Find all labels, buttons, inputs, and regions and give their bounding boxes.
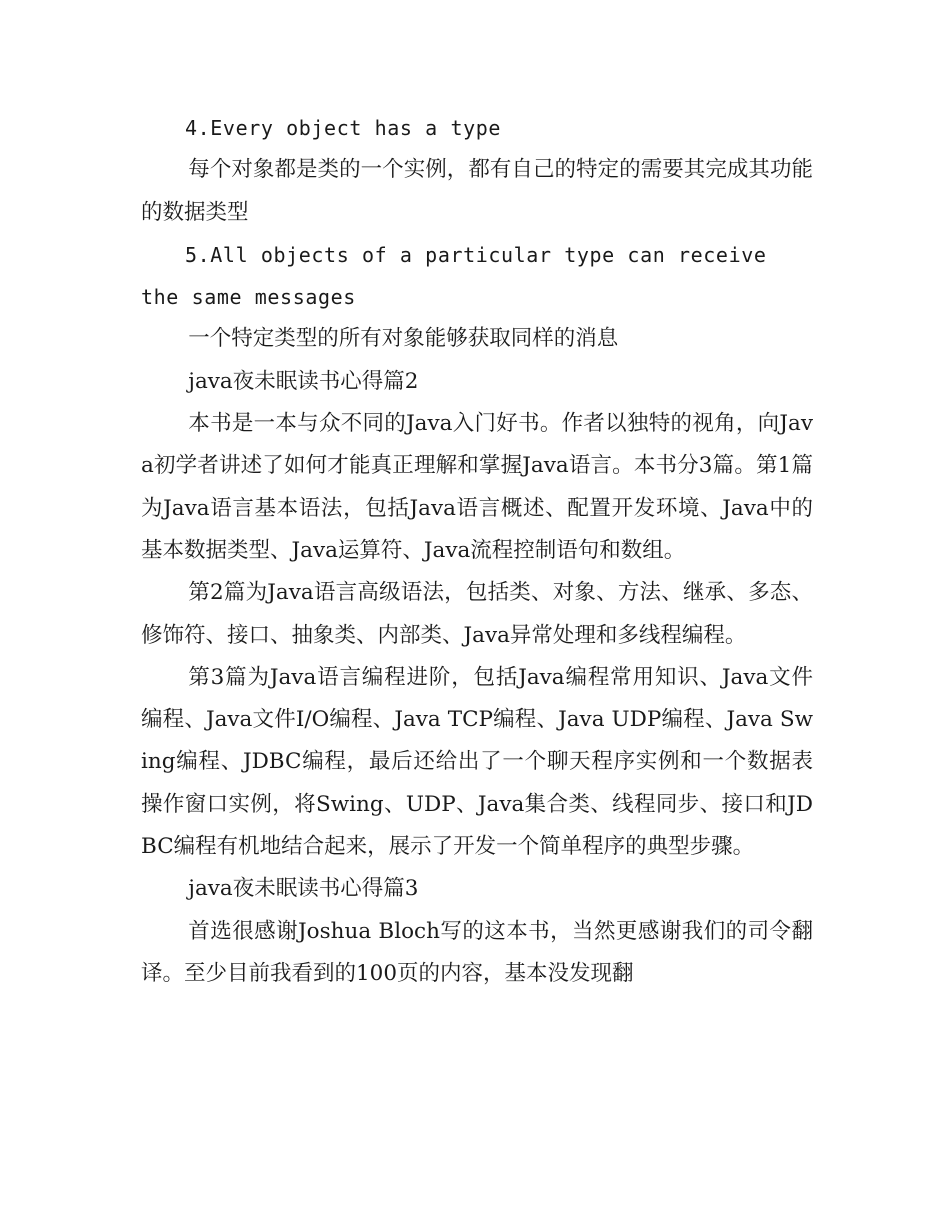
paragraph-en-5: 5.All objects of a particular type can receive the same messages [141,242,767,310]
paragraph-body-2c: 第3篇为Java语言编程进阶，包括Java编程常用知识、Java文件编程、Java文件I/O编程、Java TCP编程、Java UDP编程、Java Swing编程、JDBC编程，最后还给出了一个聊天程序实例和一个数据表操作窗口实例，将Swing、UDP、Java集合类、线程同步、接口和JDBC编程有机地结合起来，展示了开发一个简单程序的典型步骤。 [141,664,813,860]
section-heading-2: java夜未眠读书心得篇2 [188,368,419,394]
document-page [141,107,813,995]
section-heading-3: java夜未眠读书心得篇3 [188,876,419,902]
paragraph-body-2b: 第2篇为Java语言高级语法，包括类、对象、方法、继承、多态、修饰符、接口、抽象类、内部类、Java异常处理和多线程编程。 [141,580,813,648]
paragraph-body-2a: 本书是一本与众不同的Java入门好书。作者以独特的视角，向Java初学者讲述了如何才能真正理解和掌握Java语言。本书分3篇。第1篇为Java语言基本语法，包括Java语言概述、配置开发环境、Java中的基本数据类型、Java运算符、Java流程控制语句和数组。 [141,411,813,563]
paragraph-body-3a: 首选很感谢Joshua Bloch写的这本书，当然更感谢我们的司令翻译。至少目前我看到的100页的内容，基本没发现翻 [141,918,813,986]
paragraph-en-4: 4.Every object has a type [185,116,502,140]
paragraph-cn-4: 每个对象都是类的一个实例，都有自己的特定的需要其完成其功能的数据类型 [141,157,813,225]
paragraph-cn-5: 一个特定类型的所有对象能够获取同样的消息 [188,326,619,352]
